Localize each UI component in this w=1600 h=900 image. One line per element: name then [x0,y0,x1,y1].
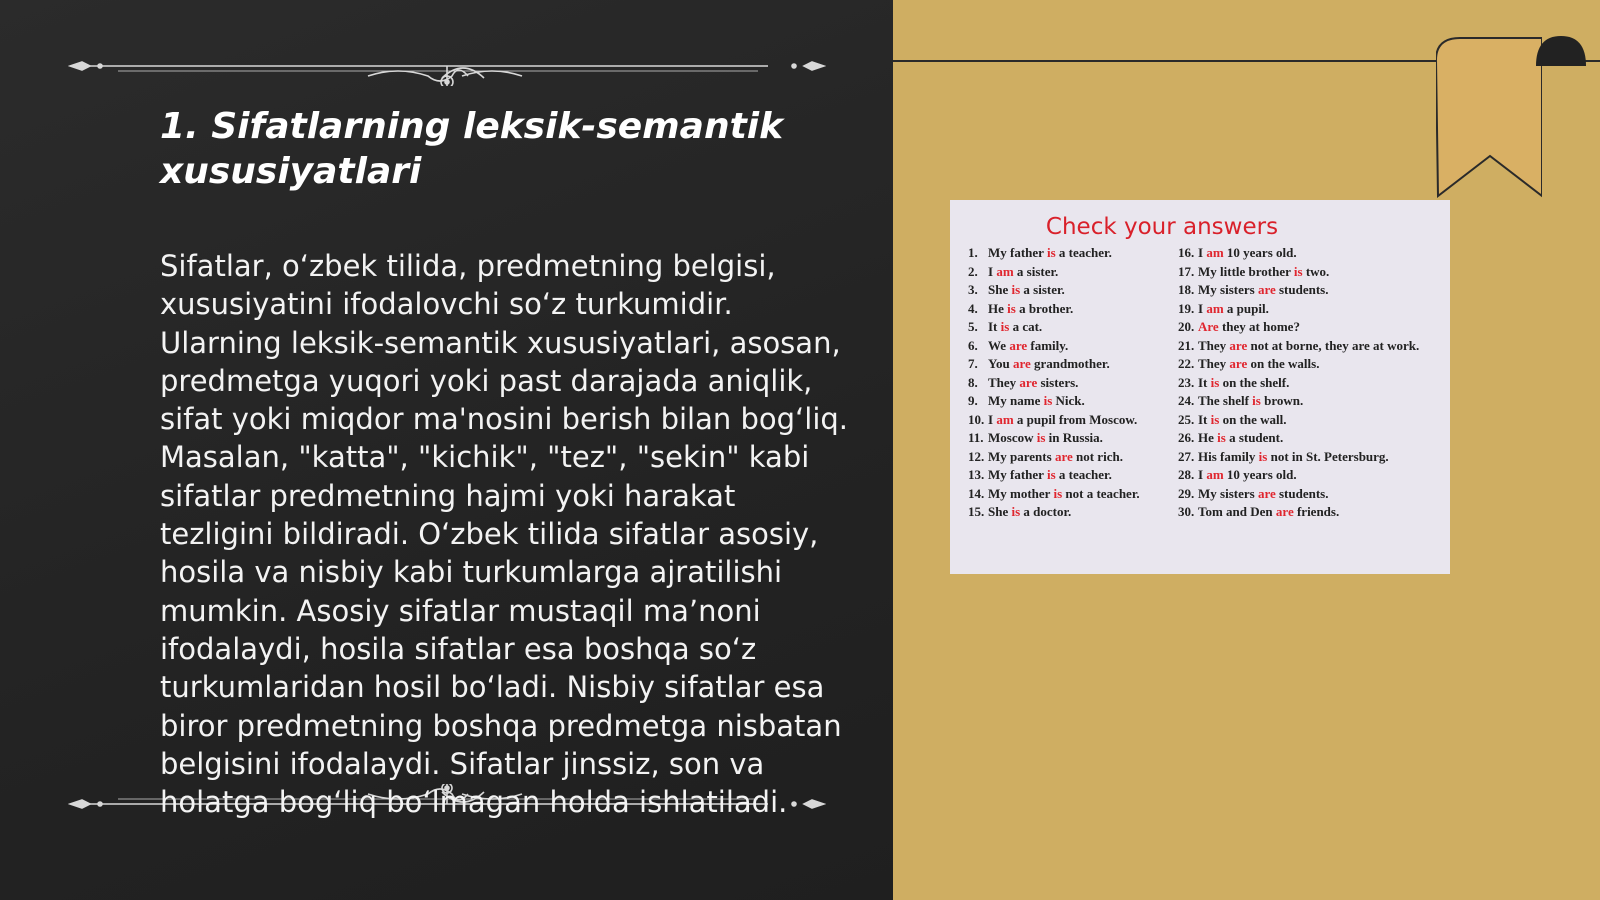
answer-number: 28. [1178,467,1195,482]
answer-text-before: I [1198,245,1204,260]
answer-column-right [1178,244,1440,522]
answer-item [1178,355,1440,374]
answer-verb-highlight: am [1206,467,1224,482]
answer-text-after: family. [1030,337,1069,353]
answer-number: 24. [1178,393,1195,408]
answer-verb-highlight: am [996,411,1014,427]
answer-text-before: Moscow [988,430,1034,445]
answer-item [1178,300,1440,319]
answer-sentence [1198,429,1440,448]
answer-item [968,300,1173,319]
answer-verb-highlight: is [1000,319,1010,334]
answer-item [1178,429,1440,448]
answer-verb-highlight: is [1007,300,1016,316]
answer-sentence [1198,300,1440,319]
answer-text-before: She [988,504,1009,519]
answer-text-before: Tom and Den [1198,504,1273,519]
answer-verb-highlight: is [1217,430,1226,445]
answer-text-before: We [988,337,1007,353]
answer-number: 6. [968,337,978,353]
answer-item [968,281,1173,300]
answer-sentence [988,263,1173,282]
answer-sentence [988,281,1173,300]
answer-sentence [988,318,1173,337]
answer-number: 10. [968,411,985,427]
answer-number: 22. [1178,356,1195,371]
answer-text-before: My sisters [1198,485,1255,501]
answer-sentence [988,466,1173,485]
answer-number: 2. [968,263,978,279]
answer-text-after: grandmother. [1034,356,1110,371]
answer-item [968,374,1173,393]
answer-item [968,485,1173,504]
answer-item [968,448,1173,467]
answer-verb-highlight: are [1054,448,1073,464]
answer-number: 9. [968,393,978,408]
answer-item [968,318,1173,337]
answer-sentence [1198,337,1440,356]
answer-verb-highlight: are [1229,337,1248,353]
answer-verb-highlight: are [1229,356,1248,371]
answer-item [1178,411,1440,430]
answer-text-before: You [988,356,1010,371]
answer-verb-highlight: is [1011,282,1021,297]
answer-text-before: They [988,374,1017,390]
answer-text-after: sisters. [1040,374,1079,390]
answer-column-left [968,244,1173,522]
answer-text-after: a teacher. [1058,245,1112,260]
answer-number: 12. [968,448,985,464]
answer-text-before: They [1198,356,1227,371]
bookmark-ribbon [1436,36,1542,198]
answer-text-after: a brother. [1019,300,1074,316]
answer-sentence [1198,411,1440,430]
answer-text-after: a cat. [1012,319,1043,334]
answer-item [968,263,1173,282]
answer-item [968,466,1173,485]
answer-verb-highlight: is [1293,263,1303,279]
answer-item [968,411,1173,430]
answer-item [968,392,1173,411]
answer-sentence [988,429,1173,448]
answer-text-after: not rich. [1076,448,1123,464]
answer-text-after: 10 years old. [1226,245,1297,260]
answer-item [968,337,1173,356]
answer-text-after: not at borne, they are at work. [1250,337,1420,353]
slide-title: 1. Sifatlarning leksik-semantik xususiyatlari [160,106,784,192]
answer-key-title: Check your answers [1045,214,1279,240]
answer-text-after: students. [1279,485,1329,501]
top-ornament-divider [68,46,826,86]
answer-text-before: I [1198,467,1204,482]
answer-item [1178,503,1440,522]
answer-text-after: two. [1305,263,1330,279]
answer-sentence [1198,503,1440,522]
answer-number: 29. [1178,485,1195,501]
answer-sentence [1198,374,1440,393]
answer-sentence [988,374,1173,393]
answer-verb-highlight: is [1210,411,1220,427]
answer-text-before: They [1198,337,1227,353]
answer-number: 25. [1178,411,1195,427]
answer-number: 13. [968,467,985,482]
answer-verb-highlight: am [996,263,1014,279]
answer-text-after: on the wall. [1222,411,1287,427]
answer-verb-highlight: are [1257,485,1276,501]
answer-verb-highlight: are [1012,356,1031,371]
corner-cap-shape [1536,36,1586,66]
answer-item [968,244,1173,263]
answer-text-after: students. [1279,282,1329,297]
answer-text-before: I [988,411,994,427]
answer-text-after: not in St. Petersburg. [1270,448,1389,464]
answer-text-before: He [1198,430,1214,445]
answer-number: 19. [1178,300,1195,316]
answer-verb-highlight: is [1252,393,1261,408]
answer-text-before: My father [988,467,1044,482]
answer-text-after: on the walls. [1250,356,1320,371]
answer-sentence [1198,263,1440,282]
answer-item [1178,318,1440,337]
answer-number: 8. [968,374,978,390]
answer-number: 18. [1178,282,1195,297]
answer-sentence [1198,466,1440,485]
answer-number: 4. [968,300,978,316]
answer-sentence [1198,318,1440,337]
answer-sentence [988,300,1173,319]
answer-text-after: on the shelf. [1222,374,1290,390]
answer-sentence [1198,392,1440,411]
answer-sentence [1198,448,1440,467]
answer-text-before: My name [988,393,1041,408]
answer-text-after: 10 years old. [1226,467,1297,482]
answer-key-image [950,200,1450,574]
answer-verb-highlight: am [1206,245,1224,260]
answer-item [1178,263,1440,282]
answer-text-after: brown. [1264,393,1304,408]
answer-verb-highlight: Are [1198,319,1219,334]
answer-sentence [988,448,1173,467]
answer-item [1178,485,1440,504]
answer-item [1178,244,1440,263]
answer-sentence [988,392,1173,411]
answer-item [1178,374,1440,393]
slide-body-text: Sifatlar, oʻzbek tilida, predmetning belgisi, xususiyatini ifodalovchi soʻz turkumidir. Ularning leksik-semantik xususiyatlari, asosan, predmetga yuqori yoki past darajada aniqlik, sifat yoki miqdor ma'nosini berish bilan bogʻliq. Masalan, "katta", "kichik", "tez", "sekin" kabi sifatlar predmetning hajmi yoki harakat tezligini bildiradi. Oʻzbek tilida sifatlar asosiy, hosila va nisbiy kabi turkumlarga ajratilishi mumkin. Asosiy sifatlar mustaqil maʼnoni ifodalaydi, hosila sifatlar esa boshqa soʻz turkumlaridan hosil boʻladi. Nisbiy sifatlar esa biror predmetning boshqa predmetga nisbatan belgisini ifodalaydi. Sifatlar jinssiz, son va holatga bogʻliq boʻlmagan holda ishlatiladi. [160,249,848,820]
answer-number: 15. [968,504,985,519]
answer-text-before: I [988,263,994,279]
answer-number: 21. [1178,337,1195,353]
answer-number: 16. [1178,245,1195,260]
answer-number: 14. [968,485,985,501]
answer-sentence [988,337,1173,356]
answer-text-before: My sisters [1198,282,1255,297]
answer-verb-highlight: is [1258,448,1268,464]
answer-sentence [1198,485,1440,504]
answer-text-before: The shelf [1198,393,1249,408]
answer-text-before: He [988,300,1004,316]
answer-verb-highlight: is [1046,467,1056,482]
answer-text-after: not a teacher. [1065,485,1140,501]
answer-verb-highlight: am [1206,300,1224,316]
answer-sentence [988,244,1173,263]
answer-number: 7. [968,356,978,371]
answer-verb-highlight: is [1053,485,1063,501]
answer-text-before: I [1198,300,1204,316]
answer-text-before: My little brother [1198,263,1291,279]
answer-text-after: a teacher. [1058,467,1112,482]
answer-number: 23. [1178,374,1195,390]
answer-verb-highlight: are [1275,504,1294,519]
answer-verb-highlight: are [1257,282,1276,297]
answer-text-before: It [1198,411,1208,427]
answer-verb-highlight: are [1009,337,1028,353]
answer-number: 3. [968,282,978,297]
answer-item [968,503,1173,522]
answer-item [1178,466,1440,485]
answer-number: 26. [1178,430,1195,445]
answer-text-before: She [988,282,1009,297]
answer-text-after: a pupil from Moscow. [1016,411,1138,427]
answer-text-after: a doctor. [1023,504,1072,519]
answer-text-after: friends. [1296,504,1340,519]
answer-item [1178,337,1440,356]
answer-number: 5. [968,319,978,334]
answer-text-after: in Russia. [1048,430,1103,445]
answer-text-before: It [988,319,998,334]
answer-verb-highlight: are [1019,374,1038,390]
answer-verb-highlight: is [1210,374,1220,390]
answer-sentence [1198,244,1440,263]
answer-number: 20. [1178,319,1195,334]
answer-number: 17. [1178,263,1195,279]
answer-number: 27. [1178,448,1195,464]
answer-sentence [988,355,1173,374]
answer-number: 1. [968,245,978,260]
answer-verb-highlight: is [1011,504,1021,519]
answer-text-before: My father [988,245,1044,260]
answer-sentence [988,503,1173,522]
answer-number: 11. [968,430,984,445]
answer-number: 30. [1178,504,1195,519]
answer-text-after: a student. [1229,430,1284,445]
answer-verb-highlight: is [1046,245,1056,260]
answer-sentence [1198,281,1440,300]
answer-verb-highlight: is [1043,393,1053,408]
answer-text-before: His family [1198,448,1256,464]
answer-verb-highlight: is [1036,430,1046,445]
answer-item [1178,281,1440,300]
answer-text-after: a pupil. [1226,300,1269,316]
answer-text-before: My mother [988,485,1051,501]
answer-item [1178,448,1440,467]
answer-text-after: Nick. [1055,393,1085,408]
answer-text-after: they at home? [1221,319,1300,334]
answer-sentence [1198,355,1440,374]
answer-item [968,355,1173,374]
answer-text-after: a sister. [1016,263,1059,279]
answer-text-before: It [1198,374,1208,390]
answer-item [1178,392,1440,411]
answer-text-before: My parents [988,448,1052,464]
answer-item [968,429,1173,448]
answer-text-after: a sister. [1023,282,1065,297]
answer-sentence [988,411,1173,430]
answer-sentence [988,485,1173,504]
